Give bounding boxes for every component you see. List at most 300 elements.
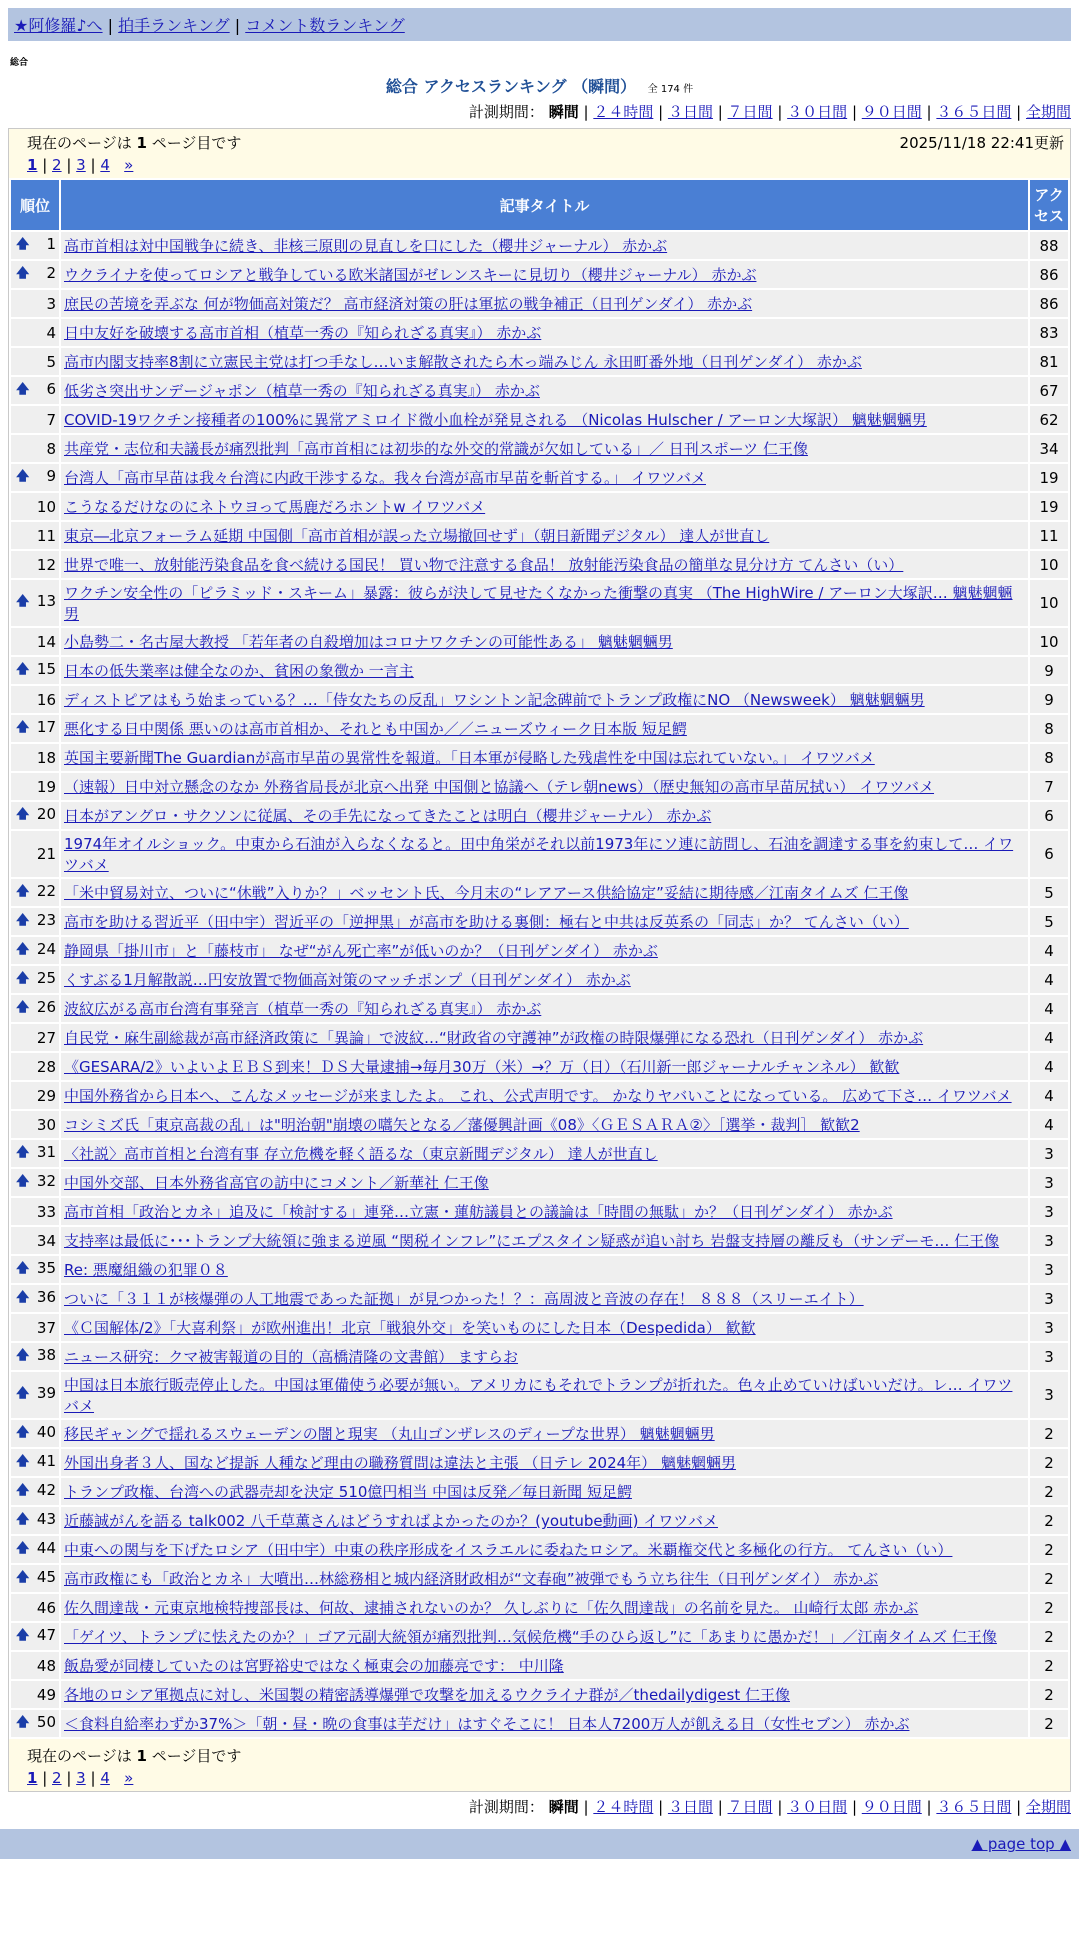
article-link[interactable]: 日中友好を破壊する高市首相（植草一秀の『知られざる真実』） 赤かぶ bbox=[64, 324, 542, 342]
article-link[interactable]: 外国出身者３人、国など提訴 人種など理由の職務質問は違法と主張 （日テレ 2024年） 魑魅魍魎男 bbox=[64, 1454, 736, 1472]
title-cell bbox=[61, 1449, 1028, 1476]
table-row bbox=[11, 1169, 1068, 1196]
access-count: 4 bbox=[1030, 1053, 1068, 1080]
rank-cell bbox=[11, 995, 59, 1022]
rank-cell bbox=[11, 1285, 59, 1312]
table-row bbox=[11, 686, 1068, 713]
period-selector-top: 計測期間： 瞬間 | ２４時間 | ３日間 | ７日間 | ３０日間 | ９０日間 | ３６５日間 | 全期間 bbox=[468, 103, 1071, 121]
page-top-link[interactable]: ▲ page top ▲ bbox=[971, 1835, 1071, 1853]
rank-number: 42 bbox=[36, 1480, 56, 1499]
rank-cell bbox=[11, 377, 59, 404]
rank-cell bbox=[11, 1372, 59, 1418]
title-cell bbox=[61, 744, 1028, 771]
ranking-box bbox=[8, 128, 1071, 1792]
article-link[interactable]: 中東への関与を下げたロシア（田中宇）中東の秩序形成をイスラエルに委ねたロシア。米覇権交代と多極化の行方。 てんさい（い） bbox=[64, 1541, 953, 1559]
table-row bbox=[11, 464, 1068, 491]
rank-cell bbox=[11, 406, 59, 433]
nav-separator: | bbox=[107, 16, 114, 35]
access-count: 8 bbox=[1030, 715, 1068, 742]
rank-cell bbox=[11, 1681, 59, 1708]
access-count: 11 bbox=[1030, 522, 1068, 549]
table-row bbox=[11, 966, 1068, 993]
title-cell bbox=[61, 995, 1028, 1022]
title-cell bbox=[61, 628, 1028, 655]
table-row bbox=[11, 1478, 1068, 1505]
title-cell bbox=[61, 1652, 1028, 1679]
page-status-prefix: 現在のページは bbox=[27, 134, 132, 152]
rank-number: 25 bbox=[36, 968, 56, 987]
article-link[interactable]: COVID-19ワクチン接種者の100%に異常アミロイド微小血栓が発見される （Nicolas Hulscher / アーロン大塚訳） 魑魅魍魎男 bbox=[64, 411, 927, 429]
rank-cell bbox=[11, 1420, 59, 1447]
rank-cell bbox=[11, 1256, 59, 1283]
article-link[interactable]: コシミズ氏「東京高裁の乱」は"明治朝"崩壊の嚆矢となる／藩優興計画《08》〈ＧＥＳＡＲＡ②〉［選挙・裁判］ 歓歓2 bbox=[64, 1116, 860, 1134]
title-cell bbox=[61, 1140, 1028, 1167]
article-link[interactable]: ＜食料自給率わずか37%＞「朝・昼・晩の食事は芋だけ」はすぐそこに！ 日本人7200万人が飢える日（女性セブン） 赤かぶ bbox=[64, 1715, 910, 1733]
rank-up-icon: 🡅 bbox=[16, 941, 30, 957]
article-link[interactable]: 中国外交部、日本外務省高官の訪中にコメント／新華社 仁王像 bbox=[64, 1174, 489, 1192]
rank-number: 8 bbox=[46, 439, 56, 458]
access-count: 3 bbox=[1030, 1285, 1068, 1312]
table-row bbox=[11, 1710, 1068, 1737]
title-cell bbox=[61, 319, 1028, 346]
pagination-bottom: 1 | 2 | 3 | 4 » bbox=[9, 1768, 1070, 1791]
rank-number: 50 bbox=[36, 1712, 56, 1731]
rank-number: 22 bbox=[36, 881, 56, 900]
title-cell bbox=[61, 879, 1028, 906]
article-link[interactable]: ワクチン安全性の「ピラミッド・スキーム」暴露：彼らが決して見せたくなかった衝撃の真実 （The HighWire / アーロン大塚訳… 魑魅魍魎男 bbox=[64, 584, 1013, 623]
access-count: 67 bbox=[1030, 377, 1068, 404]
rank-number: 18 bbox=[36, 748, 56, 767]
rank-cell bbox=[11, 1169, 59, 1196]
table-row bbox=[11, 1594, 1068, 1621]
period-90d[interactable]: ９０日間 bbox=[861, 103, 922, 121]
rank-number: 24 bbox=[36, 939, 56, 958]
access-count: 7 bbox=[1030, 773, 1068, 800]
nav-link-asyura[interactable]: ★阿修羅♪へ bbox=[14, 16, 103, 35]
rank-cell bbox=[11, 580, 59, 626]
rank-cell bbox=[11, 686, 59, 713]
rank-cell bbox=[11, 908, 59, 935]
rank-up-icon: 🡅 bbox=[16, 1714, 30, 1730]
rank-up-icon: 🡅 bbox=[16, 1289, 30, 1305]
rank-number: 45 bbox=[36, 1567, 56, 1586]
table-row bbox=[11, 1256, 1068, 1283]
title-cell bbox=[61, 1314, 1028, 1341]
access-count: 6 bbox=[1030, 802, 1068, 829]
page-status-number: 1 bbox=[136, 1747, 147, 1765]
table-row bbox=[11, 628, 1068, 655]
rank-number: 29 bbox=[36, 1086, 56, 1105]
article-link[interactable]: 中国は日本旅行販売停止した。中国は軍備使う必要が無い。アメリカにもそれでトランプが折れた。色々止めていけばいいだけ。レ… イワツバメ bbox=[64, 1376, 1013, 1415]
period-7d[interactable]: ７日間 bbox=[727, 103, 773, 121]
rank-cell bbox=[11, 1623, 59, 1650]
footer-bar bbox=[0, 1829, 1079, 1859]
period-90d[interactable]: ９０日間 bbox=[861, 1798, 922, 1816]
title-cell bbox=[61, 908, 1028, 935]
page-link-1[interactable]: 1 bbox=[27, 156, 38, 174]
article-link[interactable]: 近藤誠がんを語る talk002 八千草薫さんはどうすればよかったのか？(youtube動画) イワツバメ bbox=[64, 1512, 718, 1530]
access-count: 83 bbox=[1030, 319, 1068, 346]
access-count: 2 bbox=[1030, 1710, 1068, 1737]
table-row bbox=[11, 1652, 1068, 1679]
rank-up-icon: 🡅 bbox=[16, 1347, 30, 1363]
table-row bbox=[11, 715, 1068, 742]
rank-up-icon: 🡅 bbox=[16, 265, 30, 281]
title-cell bbox=[61, 1285, 1028, 1312]
title-cell bbox=[61, 1681, 1028, 1708]
page-link-2[interactable]: 2 bbox=[52, 1769, 62, 1787]
rank-number: 20 bbox=[36, 804, 56, 823]
rank-number: 5 bbox=[46, 352, 56, 371]
rank-number: 23 bbox=[36, 910, 56, 929]
article-link[interactable]: Re: 悪魔組織の犯罪０８ bbox=[64, 1261, 228, 1279]
table-row bbox=[11, 1082, 1068, 1109]
table-row bbox=[11, 1565, 1068, 1592]
rank-cell bbox=[11, 1536, 59, 1563]
period-3d[interactable]: ３日間 bbox=[667, 1798, 713, 1816]
table-row bbox=[11, 348, 1068, 375]
rank-cell bbox=[11, 966, 59, 993]
rank-cell bbox=[11, 937, 59, 964]
access-count: 10 bbox=[1030, 628, 1068, 655]
rank-number: 48 bbox=[36, 1656, 56, 1675]
rank-number: 11 bbox=[36, 526, 56, 545]
article-link[interactable]: 世界で唯一、放射能汚染食品を食べ続ける国民！ 買い物で注意する食品！ 放射能汚染食品の簡単な見分け方 てんさい（い） bbox=[64, 556, 904, 574]
title-cell bbox=[61, 1082, 1028, 1109]
rank-number: 12 bbox=[36, 555, 56, 574]
rank-cell bbox=[11, 1053, 59, 1080]
page-link-4[interactable]: 4 bbox=[100, 156, 110, 174]
period-365d[interactable]: ３６５日間 bbox=[936, 103, 1012, 121]
title-cell bbox=[61, 1710, 1028, 1737]
article-link[interactable]: トランプ政権、台湾への武器売却を決定 510億円相当 中国は反発／毎日新聞 短足鰐 bbox=[64, 1483, 632, 1501]
access-count: 3 bbox=[1030, 1198, 1068, 1225]
article-link[interactable]: ついに「３１１が核爆弾の人工地震であった証拠」が見つかった！？：高周波と音波の存在！ ８８８（スリーエイト） bbox=[64, 1290, 864, 1308]
title-cell bbox=[61, 1565, 1028, 1592]
page-title bbox=[8, 74, 1071, 97]
rank-number: 46 bbox=[36, 1598, 56, 1617]
rank-number: 6 bbox=[46, 379, 56, 398]
article-link[interactable]: 波紋広がる高市台湾有事発言（植草一秀の『知られざる真実』） 赤かぶ bbox=[64, 1000, 542, 1018]
table-row bbox=[11, 657, 1068, 684]
rank-number: 47 bbox=[36, 1625, 56, 1644]
table-row bbox=[11, 1198, 1068, 1225]
access-count: 2 bbox=[1030, 1449, 1068, 1476]
article-link[interactable]: 高市政権にも「政治とカネ」大噴出…林総務相と城内経済財政相が“文春砲”被弾でもう立ち往生（日刊ゲンダイ） 赤かぶ bbox=[64, 1570, 879, 1588]
article-link[interactable]: 高市を助ける習近平（田中宇）習近平の「逆押黒」が高市を助ける裏側：極右と中共は反英系の「同志」か？ てんさい（い） bbox=[64, 913, 909, 931]
title-cell bbox=[61, 1594, 1028, 1621]
article-link[interactable]: 「ゲイツ、トランプに怯えたのか？」ゴア元副大統領が痛烈批判…気候危機“手のひら返し”に「あまりに愚かだ！」／江南タイムズ 仁王像 bbox=[64, 1628, 997, 1646]
rank-up-icon: 🡅 bbox=[16, 1482, 30, 1498]
access-count: 10 bbox=[1030, 580, 1068, 626]
period-all[interactable]: 全期間 bbox=[1025, 103, 1071, 121]
header-title: 記事タイトル bbox=[61, 180, 1028, 230]
rank-up-icon: 🡅 bbox=[16, 468, 30, 484]
table-row bbox=[11, 1681, 1068, 1708]
access-count: 34 bbox=[1030, 435, 1068, 462]
title-cell bbox=[61, 406, 1028, 433]
rank-number: 38 bbox=[36, 1345, 56, 1364]
rank-cell bbox=[11, 290, 59, 317]
access-count: 2 bbox=[1030, 1594, 1068, 1621]
table-row bbox=[11, 1536, 1068, 1563]
access-count: 62 bbox=[1030, 406, 1068, 433]
article-link[interactable]: 英国主要新聞The Guardianが高市早苗の異常性を報道。「日本軍が侵略した残虐性を中国は忘れていない。」 イワツバメ bbox=[64, 749, 875, 767]
article-link[interactable]: 日本の低失業率は健全なのか、貧困の象徴か 一言主 bbox=[64, 662, 414, 680]
page-status bbox=[27, 132, 241, 153]
table-row bbox=[11, 377, 1068, 404]
article-link[interactable]: くすぶる1月解散説…円安放置で物価高対策のマッチポンプ（日刊ゲンダイ） 赤かぶ bbox=[64, 971, 631, 989]
article-link[interactable]: ニュース研究：クマ被害報道の目的（高橋清隆の文書館） ますらお bbox=[64, 1348, 519, 1366]
rank-up-icon: 🡅 bbox=[16, 1424, 30, 1440]
access-count: 5 bbox=[1030, 879, 1068, 906]
rank-number: 14 bbox=[36, 632, 56, 651]
rank-cell bbox=[11, 435, 59, 462]
rank-cell bbox=[11, 657, 59, 684]
rank-cell bbox=[11, 493, 59, 520]
title-cell bbox=[61, 937, 1028, 964]
ranking-table bbox=[9, 178, 1070, 1739]
title-cell bbox=[61, 1343, 1028, 1370]
rank-number: 49 bbox=[36, 1685, 56, 1704]
article-link[interactable]: 台湾人「高市早苗は我々台湾に内政干渉するな。我々台湾が高市早苗を斬首する。」 イワツバメ bbox=[64, 469, 706, 487]
rank-cell bbox=[11, 715, 59, 742]
rank-number: 10 bbox=[36, 497, 56, 516]
nav-link-clap-ranking[interactable]: 拍手ランキング bbox=[118, 16, 230, 35]
rank-cell bbox=[11, 1227, 59, 1254]
nav-link-comment-ranking[interactable]: コメント数ランキング bbox=[245, 16, 405, 35]
article-link[interactable]: （速報）日中対立懸念のなか 外務省局長が北京へ出発 中国側と協議へ（テレ朝news）（歴史無知の高市早苗尻拭い） イワツバメ bbox=[64, 778, 935, 796]
title-cell bbox=[61, 232, 1028, 259]
header-rank bbox=[11, 180, 59, 230]
rank-up-icon: 🡅 bbox=[16, 883, 30, 899]
page-link-2[interactable]: 2 bbox=[52, 156, 62, 174]
table-row bbox=[11, 1053, 1068, 1080]
article-link[interactable]: 小島勢二・名古屋大教授 「若年者の自殺増加はコロナワクチンの可能性ある」 魑魅魍魎男 bbox=[64, 633, 673, 651]
article-link[interactable]: ウクライナを使ってロシアと戦争している欧米諸国がゼレンスキーに見切り（櫻井ジャーナル） 赤かぶ bbox=[64, 266, 757, 284]
access-count: 5 bbox=[1030, 908, 1068, 935]
rank-up-icon: 🡅 bbox=[16, 1511, 30, 1527]
rank-cell bbox=[11, 261, 59, 288]
table-row bbox=[11, 580, 1068, 626]
article-link[interactable]: 自民党・麻生副総裁が高市経済政策に「異論」で波紋…“財政省の守護神”が政権の時限爆弾になる恐れ（日刊ゲンダイ） 赤かぶ bbox=[64, 1029, 924, 1047]
rank-cell bbox=[11, 319, 59, 346]
rank-number: 31 bbox=[36, 1142, 56, 1161]
article-link[interactable]: 東京―北京フォーラム延期 中国側「高市首相が誤った立場撤回せず」（朝日新聞デジタル） 達人が世直し bbox=[64, 527, 770, 545]
table-row bbox=[11, 522, 1068, 549]
page-next-link[interactable]: » bbox=[124, 1769, 134, 1787]
rank-up-icon: 🡅 bbox=[16, 1144, 30, 1160]
title-cell bbox=[61, 493, 1028, 520]
rank-cell bbox=[11, 1140, 59, 1167]
rank-up-icon: 🡅 bbox=[16, 1173, 30, 1189]
header-rank-label: 順位 bbox=[19, 196, 50, 215]
header-access: アクセス bbox=[1030, 180, 1068, 230]
title-cell bbox=[61, 715, 1028, 742]
article-link[interactable]: ディストピアはもう始まっている？…「侍女たちの反乱」ワシントン記念碑前でトランプ政権にNO （Newsweek） 魑魅魍魎男 bbox=[64, 691, 925, 709]
rank-up-icon: 🡅 bbox=[16, 970, 30, 986]
period-all[interactable]: 全期間 bbox=[1025, 1798, 1071, 1816]
period-30d[interactable]: ３０日間 bbox=[787, 103, 848, 121]
access-count: 9 bbox=[1030, 686, 1068, 713]
access-count: 2 bbox=[1030, 1536, 1068, 1563]
table-row bbox=[11, 1372, 1068, 1418]
access-count: 3 bbox=[1030, 1314, 1068, 1341]
access-count: 2 bbox=[1030, 1507, 1068, 1534]
article-link[interactable]: 飯島愛が同棲していたのは宮野裕史ではなく極東会の加藤亮です： 中川隆 bbox=[64, 1657, 564, 1675]
table-row bbox=[11, 435, 1068, 462]
article-link[interactable]: 各地のロシア軍拠点に対し、米国製の精密誘導爆弾で攻撃を加えるウクライナ群が／thedailydigest 仁王像 bbox=[64, 1686, 790, 1704]
access-count: 6 bbox=[1030, 831, 1068, 877]
article-link[interactable]: 高市首相は対中国戦争に続き、非核三原則の見直しを口にした（櫻井ジャーナル） 赤かぶ bbox=[64, 237, 668, 255]
access-count: 2 bbox=[1030, 1681, 1068, 1708]
article-link[interactable]: 低劣さ突出サンデージャポン（植草一秀の『知られざる真実』） 赤かぶ bbox=[64, 382, 540, 400]
page-status-number: 1 bbox=[136, 134, 147, 152]
rank-number: 21 bbox=[36, 845, 56, 863]
access-count: 4 bbox=[1030, 1024, 1068, 1051]
article-link[interactable]: 高市首相「政治とカネ」追及に「検討する」連発…立憲・蓮舫議員との議論は「時間の無駄」か？（日刊ゲンダイ） 赤かぶ bbox=[64, 1203, 893, 1221]
rank-up-icon: 🡅 bbox=[16, 912, 30, 928]
rank-cell bbox=[11, 773, 59, 800]
access-count: 2 bbox=[1030, 1420, 1068, 1447]
rank-cell bbox=[11, 1198, 59, 1225]
access-count: 2 bbox=[1030, 1623, 1068, 1650]
rank-number: 43 bbox=[36, 1509, 56, 1528]
access-count: 9 bbox=[1030, 657, 1068, 684]
page-link-1[interactable]: 1 bbox=[27, 1769, 38, 1787]
title-cell bbox=[61, 348, 1028, 375]
access-count: 3 bbox=[1030, 1256, 1068, 1283]
article-link[interactable]: 支持率は最低に･･･トランプ大統領に強まる逆風 “関税インフレ”にエプスタイン疑惑が追い討ち 岩盤支持層の離反も（サンデーモ… 仁王像 bbox=[64, 1232, 1000, 1250]
period-label: 計測期間： bbox=[468, 103, 544, 121]
title-cell bbox=[61, 1623, 1028, 1650]
table-row bbox=[11, 493, 1068, 520]
rank-number: 19 bbox=[36, 777, 56, 796]
table-row bbox=[11, 290, 1068, 317]
rank-up-icon: 🡅 bbox=[16, 1386, 30, 1401]
page-status-suffix: ページ目です bbox=[151, 134, 242, 152]
title-cell bbox=[61, 657, 1028, 684]
access-count: 4 bbox=[1030, 937, 1068, 964]
article-link[interactable]: 「米中貿易対立、ついに“休戦”入りか？」ベッセント氏、今月末の“レアアース供給協定”妥結に期待感／江南タイムズ 仁王像 bbox=[64, 884, 909, 902]
period-24h[interactable]: ２４時間 bbox=[593, 1798, 654, 1816]
access-count: 8 bbox=[1030, 744, 1068, 771]
article-link[interactable]: 移民ギャングで揺れるスウェーデンの闇と現実 （丸山ゴンザレスのディープな世界） 魑魅魍魎男 bbox=[64, 1425, 715, 1443]
rank-cell bbox=[11, 1314, 59, 1341]
title-cell bbox=[61, 435, 1028, 462]
rank-number: 41 bbox=[36, 1451, 56, 1470]
title-cell bbox=[61, 261, 1028, 288]
article-link[interactable]: 悪化する日中関係 悪いのは高市首相か、それとも中国か／／ニューズウィーク日本版 短足鰐 bbox=[64, 720, 687, 738]
period-24h[interactable]: ２４時間 bbox=[593, 103, 654, 121]
period-365d[interactable]: ３６５日間 bbox=[936, 1798, 1012, 1816]
access-count: 4 bbox=[1030, 995, 1068, 1022]
period-selector-bottom: 計測期間： 瞬間 | ２４時間 | ３日間 | ７日間 | ３０日間 | ９０日間 | ３６５日間 | 全期間 bbox=[468, 1798, 1071, 1816]
title-cell bbox=[61, 773, 1028, 800]
article-link[interactable]: 高市内閣支持率8割に立憲民主党は打つ手なし…いま解散されたら木っ端みじん 永田町番外地（日刊ゲンダイ） 赤かぶ bbox=[64, 353, 862, 371]
title-cell bbox=[61, 966, 1028, 993]
table-row bbox=[11, 261, 1068, 288]
article-link[interactable]: 〈社説〉高市首相と台湾有事 存立危機を軽く語るな（東京新聞デジタル） 達人が世直し bbox=[64, 1145, 658, 1163]
period-3d[interactable]: ３日間 bbox=[667, 103, 713, 121]
article-link[interactable]: 静岡県「掛川市」と「藤枝市」 なぜ“がん死亡率”が低いのか？（日刊ゲンダイ） 赤かぶ bbox=[64, 942, 658, 960]
page-link-4[interactable]: 4 bbox=[100, 1769, 110, 1787]
table-row bbox=[11, 1343, 1068, 1370]
title-cell bbox=[61, 831, 1028, 877]
access-count: 2 bbox=[1030, 1565, 1068, 1592]
table-row bbox=[11, 1314, 1068, 1341]
rank-up-icon: 🡅 bbox=[16, 236, 30, 252]
table-row bbox=[11, 1449, 1068, 1476]
title-cell bbox=[61, 1372, 1028, 1418]
title-cell bbox=[61, 464, 1028, 491]
rank-up-icon: 🡅 bbox=[16, 381, 30, 397]
updated-timestamp: 2025/11/18 22:41更新 bbox=[899, 134, 1064, 152]
table-row bbox=[11, 319, 1068, 346]
period-current: 瞬間 bbox=[548, 1798, 579, 1816]
rank-number: 2 bbox=[46, 263, 56, 282]
rank-cell bbox=[11, 744, 59, 771]
title-cell bbox=[61, 377, 1028, 404]
rank-cell bbox=[11, 1565, 59, 1592]
rank-up-icon: 🡅 bbox=[16, 1540, 30, 1556]
rank-cell bbox=[11, 1710, 59, 1737]
period-7d[interactable]: ７日間 bbox=[727, 1798, 773, 1816]
rank-up-icon: 🡅 bbox=[16, 999, 30, 1015]
total-count: 全 174 件 bbox=[647, 84, 694, 95]
rank-cell bbox=[11, 1652, 59, 1679]
page-link-3[interactable]: 3 bbox=[76, 1769, 86, 1787]
page-link-3[interactable]: 3 bbox=[76, 156, 86, 174]
table-row bbox=[11, 773, 1068, 800]
access-count: 3 bbox=[1030, 1169, 1068, 1196]
rank-number: 33 bbox=[36, 1202, 56, 1221]
access-count: 10 bbox=[1030, 551, 1068, 578]
period-30d[interactable]: ３０日間 bbox=[787, 1798, 848, 1816]
period-current: 瞬間 bbox=[548, 103, 579, 121]
rank-cell bbox=[11, 1449, 59, 1476]
rank-cell bbox=[11, 1024, 59, 1051]
page-status-bottom bbox=[27, 1745, 241, 1766]
access-count: 4 bbox=[1030, 1111, 1068, 1138]
rank-number: 3 bbox=[46, 294, 56, 313]
article-link[interactable]: 共産党・志位和夫議長が痛烈批判「高市首相には初歩的な外交的常識が欠如している」／ 日刊スポーツ 仁王像 bbox=[64, 440, 808, 458]
table-row bbox=[11, 1285, 1068, 1312]
rank-number: 16 bbox=[36, 690, 56, 709]
page-next-link[interactable]: » bbox=[124, 156, 134, 174]
rank-cell bbox=[11, 522, 59, 549]
access-count: 19 bbox=[1030, 493, 1068, 520]
section-label: 総合 bbox=[10, 58, 29, 68]
rank-cell bbox=[11, 1111, 59, 1138]
article-link[interactable]: 《Ｃ国解体/2》「大喜利祭」が欧州進出！北京「戦狼外交」を笑いものにした日本（Despedida） 歓歓 bbox=[64, 1319, 756, 1337]
article-link[interactable]: 日本がアングロ・サクソンに従属、その手先になってきたことは明白（櫻井ジャーナル） 赤かぶ bbox=[64, 807, 712, 825]
table-row bbox=[11, 802, 1068, 829]
top-nav bbox=[8, 8, 1071, 41]
article-link[interactable]: 佐久間達哉・元東京地検特捜部長は、何故、逮捕されないのか？ 久しぶりに「佐久間達哉」の名前を見た。 山崎行太郎 赤かぶ bbox=[64, 1599, 919, 1617]
article-link[interactable]: 庶民の苦境を弄ぶな 何が物価高対策だ？ 高市経済対策の肝は軍拡の戦争補正（日刊ゲンダイ） 赤かぶ bbox=[64, 295, 753, 313]
article-link[interactable]: 1974年オイルショック。中東から石油が入らなくなると。田中角栄がそれ以前1973年にソ連に訪問し、石油を調達する事を約束して… イワツバメ bbox=[64, 835, 1014, 874]
article-link[interactable]: こうなるだけなのにネトウヨって馬鹿だろホントw イワツバメ bbox=[64, 498, 486, 516]
article-link[interactable]: 《GESARA/2》いよいよＥＢＳ到来！ＤＳ大量逮捕→毎月30万（米）→？万（日）（石川新一郎ジャーナルチャンネル） 歓歓 bbox=[64, 1058, 900, 1076]
table-row bbox=[11, 406, 1068, 433]
table-row bbox=[11, 879, 1068, 906]
page-info-top bbox=[9, 129, 1070, 155]
article-link[interactable]: 中国外務省から日本へ、こんなメッセージが来ましたよ。 これ、公式声明です。 かなりヤバいことになっている。 広めて下さ… イワツバメ bbox=[64, 1087, 1012, 1105]
rank-up-icon: 🡅 bbox=[16, 719, 30, 735]
rank-cell bbox=[11, 1478, 59, 1505]
rank-number: 26 bbox=[36, 997, 56, 1016]
